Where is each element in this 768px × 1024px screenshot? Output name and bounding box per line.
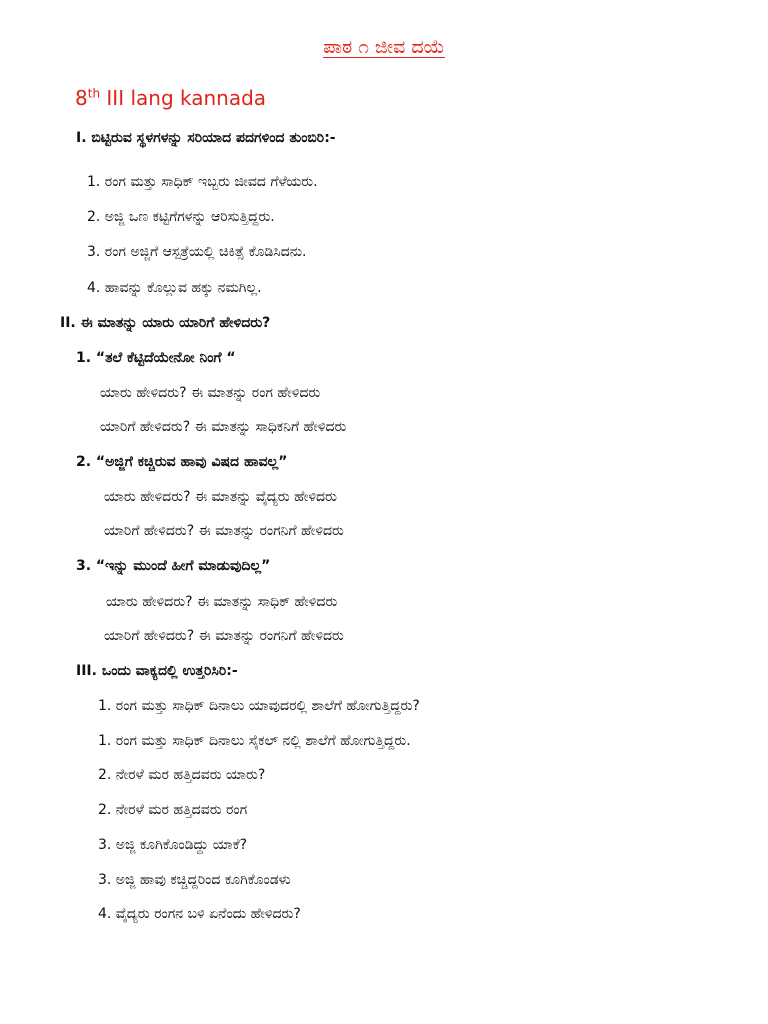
answer-who: ಯಾರು ಹೇಳಿದರು? ಈ ಮಾತನ್ನು ಸಾಧಿಕ್ ಹೇಳಿದರು <box>106 594 338 610</box>
list-item: 1. ರಂಗ ಮತ್ತು ಸಾಧಿಕ್ ಇಬ್ಬರು ಜೀವದ ಗೆಳೆಯರು. <box>87 174 318 190</box>
section3-heading: III. ಒಂದು ವಾಕ್ಯದಲ್ಲಿ ಉತ್ತರಿಸಿರಿ:- <box>76 663 238 679</box>
list-item: 3. ಅಜ್ಜಿ ಹಾವು ಕಚ್ಚಿದ್ದರಿಂದ ಕೂಗಿಕೊಂಡಳು <box>98 872 291 888</box>
list-item: 2. ನೇರಳೆ ಮರ ಹತ್ತಿದವರು ರಂಗ <box>98 802 248 818</box>
list-item: 4. ಹಾವನ್ನು ಕೊಲ್ಲುವ ಹಕ್ಕು ನಮಗಿಲ್ಲ. <box>87 280 262 296</box>
question-1: 1. “ತಲೆ ಕೆಟ್ಟಿದೆಯೇನೋ ನಿಂಗೆ “ <box>76 350 236 366</box>
section2-heading: II. ಈ ಮಾತನ್ನು ಯಾರು ಯಾರಿಗೆ ಹೇಳಿದರು? <box>60 315 271 331</box>
list-item: 3. ರಂಗ ಅಜ್ಜಿಗೆ ಆಸ್ಪತ್ರೆಯಲ್ಲಿ ಚಿಕಿತ್ಸೆ ಕೊಡಿಸಿದನು. <box>87 244 307 260</box>
title-text: ಪಾಠ ೧ ಜೀವ ದಯೆ <box>323 36 445 58</box>
question-3: 3. “ಇನ್ನು ಮುಂದೆ ಹೀಗೆ ಮಾಡುವುದಿಲ್ಲ” <box>76 558 271 574</box>
list-item: 2. ಅಜ್ಜಿ ಒಣ ಕಟ್ಟಿಗೆಗಳನ್ನು ಆರಿಸುತ್ತಿದ್ದರು. <box>87 209 275 225</box>
answer-to-whom: ಯಾರಿಗೆ ಹೇಳಿದರು? ಈ ಮಾತನ್ನು ಸಾಧಿಕನಿಗೆ ಹೇಳಿದರು <box>100 419 347 435</box>
subtitle-sup: th <box>87 86 101 101</box>
answer-to-whom: ಯಾರಿಗೆ ಹೇಳಿದರು? ಈ ಮಾತನ್ನು ರಂಗನಿಗೆ ಹೇಳಿದರು <box>104 523 344 539</box>
subtitle <box>75 86 266 110</box>
list-item: 1. ರಂಗ ಮತ್ತು ಸಾಧಿಕ್ ದಿನಾಲು ಯಾವುದರಲ್ಲಿ ಶಾಲೆಗೆ ಹೋಗುತ್ತಿದ್ದರು? <box>98 698 420 714</box>
list-item: 3. ಅಜ್ಜಿ ಕೂಗಿಕೊಂಡಿದ್ದು ಯಾಕೆ? <box>98 837 247 853</box>
page-title <box>0 36 768 58</box>
answer-to-whom: ಯಾರಿಗೆ ಹೇಳಿದರು? ಈ ಮಾತನ್ನು ರಂಗನಿಗೆ ಹೇಳಿದರು <box>104 628 344 644</box>
list-item: 4. ವೈದ್ಯರು ರಂಗನ ಬಳಿ ಏನೆಂದು ಹೇಳಿದರು? <box>98 906 301 922</box>
subtitle-grade: 8 <box>75 86 88 110</box>
answer-who: ಯಾರು ಹೇಳಿದರು? ಈ ಮಾತನ್ನು ವೈದ್ಯರು ಹೇಳಿದರು <box>104 489 337 505</box>
list-item: 2. ನೇರಳೆ ಮರ ಹತ್ತಿದವರು ಯಾರು? <box>98 767 266 783</box>
list-item: 1. ರಂಗ ಮತ್ತು ಸಾಧಿಕ್ ದಿನಾಲು ಸೈಕಲ್ ನಲ್ಲಿ ಶಾಲೆಗೆ ಹೋಗುತ್ತಿದ್ದರು. <box>98 733 411 749</box>
subtitle-rest: III lang kannada <box>100 86 267 110</box>
section1-heading: I. ಬಿಟ್ಟಿರುವ ಸ್ಥಳಗಳನ್ನು ಸರಿಯಾದ ಪದಗಳಿಂದ ತುಂಬಿರಿ:- <box>76 130 336 146</box>
answer-who: ಯಾರು ಹೇಳಿದರು? ಈ ಮಾತನ್ನು ರಂಗ ಹೇಳಿದರು <box>100 385 321 401</box>
question-2: 2. “ಅಜ್ಜಿಗೆ ಕಚ್ಚಿರುವ ಹಾವು ವಿಷದ ಹಾವಲ್ಲ” <box>76 454 288 470</box>
